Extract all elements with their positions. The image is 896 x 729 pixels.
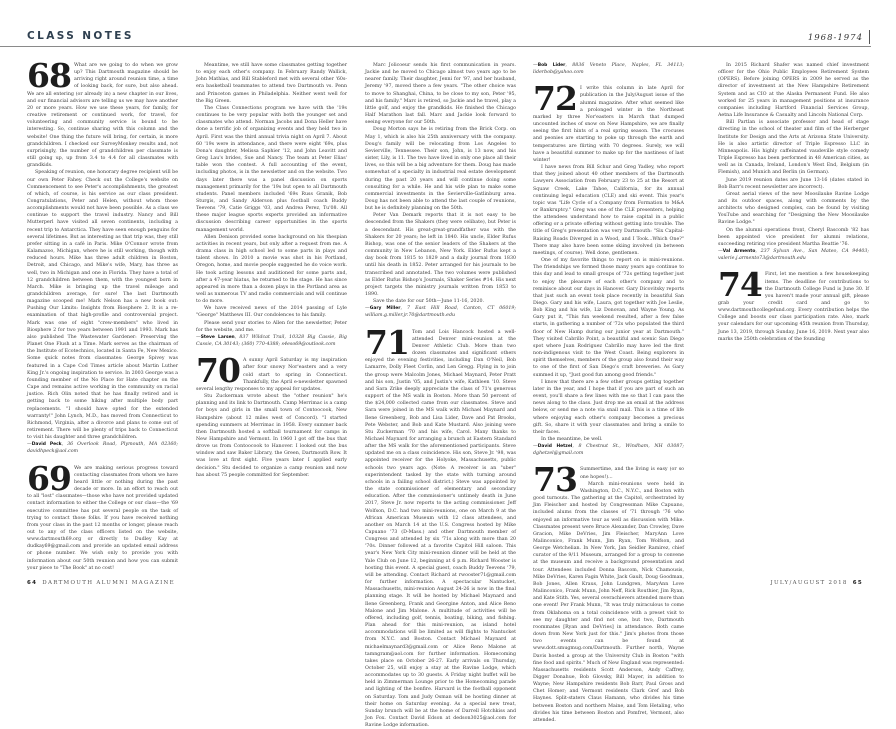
secretary-contact: 837 Wildcat Trail, 10328 Big Cassie, Big Cassie, CA 30143; (360) 770-4388; s4eso69@outlook.com — [196, 334, 347, 348]
note-paragraph: Speaking of reunion, one honorary degree recipient will be our own Peter Fahey. Check out the College's website on Commencement to see Peter's accomplishments, the greatest of which, of course, is his service as our class president. Congratulations, Peter and Helen, without whom those accomplishments would not have been possible. As a class we continue to support the travel industry. Nancy and Bill Mutterperl have visited all seven continents, including a recent trip to Antarctica. They have seen enough penguins for several lifetimes. But as interesting as that trip was, they still prefer sitting in a café in Paris. Mike O'Connor wrote from Kalamazoo, Michigan, where he is still working, though with reduced hours. Mike has three adult children in Boston, Detroit, and Chicago, and Mike's wife, Mary, has three as well, two in Michigan and one in Florida. They have a total of 12 grandchildren between them, with the youngest born in March. Mike is bringing up the travel mileage and grandchildren average, for sure! The last Dartmouth magazine scooped me! Mark Nelson has a new book out: Pushing Our Limits: Insights from Biosphere 2. It is a re-examination of that high-profile and controversial project. Mark was one of eight "crew-members" who lived in Biosphere 2 for two years between 1991 and 1993. Mark has also published The Wastewater Gardener: Preserving the Planet One Flush at a Time. Mark serves as the chairman of the Institute of Ecotechnics, located in Santa Fe, New Mexico. Some quick notes from classmates: George Spivey was featured in a Cape Cod Times article about Martin Luther King Jr.'s ongoing inspiration to service. In 2003 George was a founding member of the No Place for Hate chapter on the Cape and remains active working in the community on racial justice. Rich Olin noted that he has finally retired and is getting back to some hiking after multiple body part replacements. "I should have opted for the extended warranty!" John Lynch, M.D., has moved from Connecticut to Richmond, Virginia, after a divorce and plans to come out of retirement. There will be plenty of trips back to Connecticut to visit his daughter and three grandchildren. — [27, 170, 178, 441]
secretary-name: Val Armento — [722, 249, 756, 255]
publication-name: DARTMOUTH ALUMNI MAGAZINE — [42, 580, 175, 586]
secretary-contact: 8 Chestnut St., Windham, NH 03087; dghetzel@gmail.com — [533, 444, 684, 457]
note-paragraph: Please send your stories to Allen for the newsletter, Peter for the website, and me. — [196, 320, 347, 333]
page-number-left: 64 — [27, 580, 38, 586]
class-secretary-signature: —Bob Lider, 8836 Veneto Place, Naples, FL 34113; liderbob@yahoo.com — [533, 63, 684, 76]
class-year-numeral: 69 — [27, 458, 71, 498]
note-paragraph: Allen Denison provided some background on his thespian activities in recent years, but only after a request from me. A drama class in high school led to some parts in plays and talent shows. In 2010 a movie was shot in his Portland, Oregon, home, and movie people suggested he do voice work. He took acting lessons and auditioned for some parts and, after a 47-year hiatus, he returned to the stage. He has since appeared in more than a dozen plays in the Portland area as well as numerous TV and radio commercials and will continue to do more. — [196, 234, 347, 305]
column-5 — [718, 62, 869, 560]
column-3 — [365, 62, 516, 729]
class-year-range: 1968-1974 — [807, 33, 863, 43]
column-4 — [533, 62, 684, 723]
note-paragraph: Summertime, and the living is easy (or so one hopes!)... — [579, 467, 684, 480]
class-secretary-signature: —David Hetzel, 8 Chestnut St., Windham, NH 03087; dghetzel@gmail.com — [533, 444, 684, 457]
class-secretary-signature: —Steve Larsen, 837 Wildcat Trail, 10328 Big Cassie, Big Cassie, CA 30143; (360) 770-4388; s4eso69@outlook.com — [196, 334, 347, 348]
class-year-numeral: 71 — [365, 322, 409, 362]
class-note-1968 — [27, 56, 178, 456]
secretary-contact: 237 Sylvan Ave., San Mateo, CA 94403; valerie.j.armento73@dartmouth.edu — [718, 249, 869, 262]
class-note-1974 — [718, 265, 869, 343]
note-paragraph: A sunny April Saturday is my inspiration after four snowy Nor'easters and a very cold start to spring in Connecticut. Thankfully, the April e-newsletter spawned several lengthy responses to my appeal for updates. — [196, 358, 347, 392]
secretary-name: Steve Larsen — [200, 334, 235, 340]
note-paragraph: I know that there are a few other groups getting together later in the year, and I hope that if you are part of such an event, you'll share a few lines with me so that I can pass the news along to the class. Just drop me an email at the address below, or send me a note via snail mail. This is a time of life where enjoying each other's company becomes a precious gift. So, share it with your classmates and bring a smile to their faces. — [533, 379, 684, 435]
class-year-numeral: 73 — [533, 460, 577, 500]
secretary-contact: 7 East Hill Road, Canton, CT 06019; william.g.miller.jr.70@dartmouth.edu — [365, 306, 516, 319]
secretary-contact: 36 Overlook Road, Plymouth, MA 02360; davidhpeck@aol.com — [27, 442, 178, 455]
column-1 — [27, 56, 178, 571]
class-year-numeral: 72 — [533, 79, 577, 119]
issue-date: JULY/AUGUST 2018 — [770, 580, 848, 586]
note-paragraph: What are we going to do when we grow up? This Dartmouth magazine should be arriving right around reunion time, a time of looking back, for sure, but also ahead. We are all entering (or already in) a new chapter in our lives, and our financial advisors are telling us we may have another 20 or more years. How we use these years, for family, for creative retirement or continued work, for travel, for volunteering and community service is bound to be interesting. So, continue sharing with this column and the website! One thing the future will bring, for certain, is more grandchildren. I checked our SurveyMonkey results and, not surprisingly, the number of grandchildren per classmate is still going up, up from 3.4 to 4.4 for all classmates with grandkids. — [27, 63, 178, 169]
class-secretary-signature: —Val Armento, 237 Sylvan Ave., San Mateo, CA 94403; valerie.j.armento73@dartmouth.edu — [718, 249, 869, 262]
class-secretary-signature: —David Peck, 36 Overlook Road, Plymouth, MA 02360; davidhpeck@aol.com — [27, 442, 178, 455]
note-paragraph: In 2015 Richard Shafer was named chief investment officer for the Ohio Public Employees Retirement System (OPERS). Before joining OPERS in 2009 he served as the director of investment at the New Hampshire Retirement System and as CIO at the Alaska Permanent Fund. He also worked for 25 years in management positions at insurance companies including Hartford Financial Services Group, Aetna Life Insurance & Casualty and Lincoln National Corp. — [718, 63, 869, 119]
note-paragraph: I have news from Bill Schur and Greg Yadley, who report that they joined about 40 other members of the Dartmouth Lawyers Association from February 23 to 25 at the Resort at Squaw Creek, Lake Tahoe, California, for its annual continuing legal education (CLE) and ski event. This year's topic was "Life Cycle of a Company from Formation to M&A or Bankruptcy." Greg was one of the CLE presenters, helping the attendees understand how to raise capital in a public offering or a private offering without getting into trouble. The title of Greg's presentation was very Dartmouth: "Six Capital-Raising Roads Diverged in a Wood, and I Took...Which One?" There may also have been some skiing involved (in between meetings, of course). Well done, gentlemen. — [533, 165, 684, 256]
class-year-numeral: 68 — [27, 56, 71, 95]
class-year-numeral: 70 — [196, 351, 240, 391]
note-paragraph: June 2019 reunion dates are June 13-16 (dates stated in Bob Barr's recent newsletter are incorrect). — [718, 177, 869, 190]
note-paragraph: Great aerial views of the new Moosilauke Ravine Lodge and its outdoor spaces, along with comments by the architects who designed complex, can be found by visiting YouTube and searching for "Designing the New Moosilauke Ravine Lodge." — [718, 191, 869, 226]
header-rule — [0, 46, 871, 47]
note-paragraph: Save the date for our 50th—June 11-16, 2020. — [373, 299, 484, 305]
footer-left — [27, 580, 175, 586]
secretary-contact: 8836 Veneto Place, Naples, FL 34113; liderbob@yahoo.com — [533, 63, 684, 76]
secretary-name: Gary Miller — [369, 306, 401, 312]
note-paragraph: Stu Zuckerman wrote about the "other reunion" he's planning and its link to Dartmouth. Camp Merrimac is a camp for boys and girls in the small town of Contoocook, New Hampshire (about 12 miles west of Concord). "I started spending summers at Merrimac in 1958. Every summer back then Dartmouth hosted a softball tournament for camps in New Hampshire and Vermont. In 1960 I got off the bus that drove us from Contoocook to Hanover. I looked out the bus window and saw Baker Library, the Green, Dartmouth Row. It was love at first sight. Five years later I applied early decision." Stu decided to organize a camp reunion and now has about 75 people committed for September. — [196, 394, 347, 478]
class-note-1971 — [365, 322, 516, 729]
section-title: CLASS NOTES — [27, 30, 134, 42]
column-2 — [196, 62, 347, 560]
note-paragraph: In the meantime, be well. — [541, 436, 603, 442]
class-secretary-signature: —Gary Miller, 7 East Hill Road, Canton, CT 06019; william.g.miller.jr.70@dartmouth.edu — [365, 306, 516, 319]
header-divider — [869, 30, 870, 44]
secretary-name: David Peck — [31, 442, 62, 448]
note-paragraph: March mini-reunions were held in Washington, D.C., N.Y.C., and Boston with good turnouts. The gathering at the Capitol, orchestrated by Jim Fleischer and hosted by Congressman Mike Capuano, included alums from the classes of '71 through '76 who enjoyed an informative tour as well as discussion with Mike. Classmates present were Bruce Alexander, Dan Crowley, Dave Gracion, Mike DeVries, Jim Fleischer, MaryAnn Love Malinconico, Frank Munn, Jim Ryan, Tom Wolfson, and George Wetchelian. In New York, Jan Seidler Ramirez, chief curator of the 9/11 Museum, arranged for a group to convene at the museum and receive a background presentation and tour. Attendees included Donna Bascom, Nick Chamousis, Mike DeVries, Karen Fagin White, Jack Gault, Doug Goodman, Bob Jones, Allen Kraus, John Lundgren, MaryAnn Love Malinconico, Frank Munn, John Neff, Rick Routhier, Jim Ryan, and Kate Stith. Yes, several overachievers attended more than one event! Per Frank Munn, "It was truly miraculous to come from Oklahoma on a total coincidence with a preset visit to see my daughter and find not one, but two, Dartmouth roommates [Ryan and DeVries] in attendance. Both came down from New York just for this." Jim's photos from those two events can be found at www.dott.smugmug.com/Dartmouth. Further north, Wayne Davis hosted a group at the University Club in Boston "with fine food and spirits." Much of New England was represented: Massachusetts residents Scott Anderson, Andy Caffrey, Digger Donahue, Bob Glovsky, Bill Mayer, in addition to Wayne; New Hampshire residents Bob Barr, Paul Gross and Chet Homer; and Vermont residents Clark Gref and Bob Haynes. Split-staters Claus Hamann, who divides his time between Boston and northern Maine, and Tom Hetaling, who divides his time between Boston and Pomfret, Vermont, also attended. — [533, 481, 684, 723]
note-paragraph: Meantime, we still have some classmates getting together to enjoy each other's company. In February Randy Wallick, John Mathias, and Bill Stableford met with several other '60s-era basketball teammates to attend two Dartmouth vs. Penn and Princeton games in Philadelphia. Neither went well for the Big Green. — [196, 63, 347, 104]
note-paragraph: On the alumni operations front, Cheryl Bascomb '82 has been appointed vice president for alumni relations, succeeding retiring vice president Martha Beattie '76. — [718, 227, 869, 247]
note-paragraph: I write this column in late April for publication in the July/August issue of the alumni magazine. After what seemed like a prolonged winter in the Northeast marked by three Nor'easters in March that dumped uncounted inches of snow on New Hampshire, we are finally seeing the first hints of a real spring season. The crocuses and peonies are starting to poke up through the earth and temperatures are flirting with 70 degrees. Surely, we will have a beautiful summer to make up for the nastiness of last winter! — [533, 86, 684, 163]
class-note-1973 — [533, 460, 684, 724]
note-paragraph: The Class Connections program we have with the '19s continues to be very popular with both the younger set and classmates who attend. Norman Jacobs and Dona Heller have done a terrific job of organizing events and they held two in April. First was the third annual trivia night on April 7. About 60 '19s were in attendance, and there were eight '69s, plus Dona's daughter, Melissa Saphier '12, and John Leavitt and Greg Lau's brides, Sue and Nancy. The team at Peter Elias' table won the contest. A full accounting of the event, including photos, is in the newsletter and on the website. Two days later there was a panel discussion on sports management primarily for the '19s but open to all Dartmouth students. Panel members included '69s Russ Granik, Bob Sturgis, and Sandy Alderson plus football coach Buddy Teevens '79, Catie Griggs '03, and Andrea Perez, Tu'08. All these major league sports experts provided an informative discussion describing career opportunities in the sports management world. — [196, 105, 347, 233]
note-paragraph: Marc Jolicoeur sends his first communication in years. Jackie and he moved to Chicago almost two years ago to be nearer family. Their daughter, Jenni for '97, and her husband, Jeremy '97, moved there a few years. "The other choice was to move to Shanghai, China, to be close to my son, Peter '95, and his family." Marc is retired, so Jackie and he travel, play a little golf, and enjoy the grandkids. He finished the Chicago Half Marathon last fall. Marc and Jackie look forward to seeing everyone for our 50th. — [365, 63, 516, 126]
note-paragraph: Tom and Lois Hancock hosted a well-attended Denver mini-reunion at the Denver Athletic Club. More than two dozen classmates and significant others enjoyed the evening festivities, including Dan O'Neil, Bob Lamarre, Dolly Fleet Corlin, and Len Gregg. Flying in to join the group were Malcolm Jones, Michael Maynard, Peter Pratt and his son, Justin '05, and Justin's wife, Kathleen '10. Steve and Sara Zrike deeply appreciate the class of 71's generous support of the MS walk in Boston. More than 50 percent of the $24,000 collected came from our classmates. Steve and Sara were joined in the MS walk with Michael Maynard and Ilene Greenberg, Bob and Lisa Lider, Dave and Pat Brooks, Pete Webster, and Bob and Kate Mustard. Also joining were Stu Zuckerman '70 and his wife, Carol. Many thanks to Michael Maynard for arranging a brunch at Eastern Standard after the MS walk for the aforementioned participants. Steve updated me on a class coincidence. His son, Steve Jr. '98, was appointed receiver for the Holyoke, Massachusetts, public schools two years ago. (Note: A receiver is an "uber" superintendent tasked by the state with turning around schools in a failing school district.) Steve was appointed by the state commissioner of elementary and secondary education. After the commissioner's untimely death in June 2017, Steve Jr. now reports to the acting commissioner. Jeff Wolfson, D.C. had two mini-reunions, one on March 9 at the African American Museum with 12 class attendees, and another on March 14 at the U.S. Congress hosted by Mike Capuano '73 (D-Mass.) and other Dartmouth member of Congress and attended by six '71s along with more than 20 '70s. Dinner followed at a favorite Capitol Hill saloon. This year's New York City mini-reunion dinner will be held at the Yale Club on June 12, beginning at 6 p.m. Richard Wooster is hosting this event. A special guest, coach Buddy Teevens '79, will be attending. Contact Richard at rwooster71@gmail.com for further information. A spectacular Nantucket, Massachusetts, mini-reunion August 24-26 is now in the final planning stage. It will be hosted by Michael Maynard and Ilene Greenberg, Frank and Georgine Anton, and Alice Reno Malone and Jim Malone. A multitude of activities will be offered, including golf, tennis, boating, biking, and fishing. Plan ahead for this mini-reunion, as island hotel accommodations will be limited as will flights to Nantucket from N.Y.C. and Boston. Contact Michael Maynard at michaelmaynard3@gmail.com or Alice Reno Malone at tamngram@aol.com for further information. Homecoming takes place on October 26-27. Early arrivals on Thursday, October 25, will enjoy a stay at the Ravine Lodge, which accommodates up to 30 guests. A Friday night buffet will be held in Zimmerman Lounge prior to the Homecoming parade and lighting of the bonfire. Harvard is the football opponent on Saturday. Tom and Judy Osman will be hosting dinner at their home on Saturday evening. As a special new treat, Sunday brunch will be at the home of Darrell Hotchkiss and Jon Fox. Contact David Edson at dedson3025@aol.com for Ravine Lodge information. — [365, 329, 516, 729]
page-number-right: 65 — [852, 580, 863, 586]
class-note-1969 — [27, 458, 178, 572]
note-paragraph: We are making serious progress toward contacting classmates from whom we have heard little or nothing during the past decade or more. In an effort to reach out to all "lost" classmates—those who have not provided updated contact information to either the College or our class—the '69 executive committee has put several people on the task of trying to contact those folks. If you have received nothing from your class in the past 12 months or longer, please reach out to any of the class officers listed on the website, www.dartmouth69.org or directly to Dudley Kay at dudkay69@gmail.com and provide an updated email address or phone number. We wish only to provide you with information about our 50th reunion and how you can submit your piece to "The Book" at no cost! — [27, 465, 178, 571]
note-paragraph: One of my favorite things to report on is mini-reunions. The friendships we formed those many years ago continue to this day and lead to small groups of '72s getting together just to enjoy the pleasure of each other's company and to reminisce about our days in Hanover. Gary Dicovitsky reports that just such an event took place recently in beautiful San Diego. Gary and his wife, Laura, got together with Joe Leslie, Bob King and his wife, Liz Donovan, and Wayne Young. As Gary put it, "This fun weekend resulted, after a few false starts, in gathering a number of '72s who populated the third floor of New Hamp during our junior year at Dartmouth." They visited Cabrillo Point, a beautiful and scenic San Diego spot where Juan Rodriguez Cabrillo may have led the first non-indigenous visit to the West Coast. Being explorers in spirit themselves, members of the group also found their way to one of the first of San Diego's craft breweries. As Gary summed it up, "Just good fun among good friends." — [533, 258, 684, 378]
note-paragraph: Bill Partlan is associate professor and head of stage directing in the school of theater and film of the Herberger Institute for Design and the Arts at Arizona State University. He is also artistic director of Triple Espresso LLC in Minneapolis. His highly caffeinated vaudeville style comedy Triple Espresso has been performed in 48 American cities, as well as in Canada, Ireland, London's West End, Belgium (in Flemish), and Munich and Berlin (in German). — [718, 120, 869, 176]
note-paragraph: We have received news of the 2014 passing of Lyle "George" Matthews III. Our condolences to his family. — [196, 306, 347, 319]
note-paragraph: First, let me mention a few housekeeping items. The deadline for contributions to the Dartmouth College Fund is June 30. If you haven't made your annual gift, please grab your credit card and go to www.dartmouthcollegefund.org. Every contribution helps the College and boosts our class participation rate. Also, mark your calendars for our upcoming 45th reunion from Thursday, June 13, 2019, through Sunday, June 16, 2019. Next year also marks the 250th celebration of the founding — [718, 272, 869, 342]
class-year-numeral: 74 — [718, 265, 762, 305]
secretary-name: Bob Lider — [537, 63, 566, 68]
class-note-1970 — [196, 351, 347, 479]
secretary-name: David Hetzel — [537, 444, 573, 450]
footer-right — [770, 580, 863, 586]
note-paragraph: Peter Van Demark reports that it is not easy to be descended from the Shakers (they were celibate), but Peter is a descendant. His great-great-grandfather was with the Shakers for 20 years; he left in 1840. His uncle, Elder Rufus Bishop, was one of the senior leaders of the Shakers at the community in New Lebanon, New York. Elder Rufus kept a day book from 1815 to 1829 and a daily journal from 1830 until his death in 1852. Peter arranged for his journals to be transcribed and annotated. The two volumes were published as Elder Rufus Bishop's Journals, Shaker Series #14. His next project targets the ministry journals written from 1853 to 1890. — [365, 213, 516, 297]
note-paragraph: Doug Morton says he is retiring from the Brick Corp. on May 1, which is also his 25th anniversary with the company. Doug's family will be relocating from Los Angeles to Sevierville, Tennessee. Their son, John, is 13 now, and his sister, Lily, is 11. The two have lived in only one place all their lives, so this will be a big adventure for them. Doug has made somewhat of a specialty in industrial real estate development during the past 20 years and will continue doing some consulting for a while. He and his wife plan to make some commercial investments in the Sevierville-Gatlinburg area. Doug has not been able to attend the last couple of reunions, but he is definitely planning on the 50th. — [365, 127, 516, 212]
class-note-1972 — [533, 79, 684, 457]
